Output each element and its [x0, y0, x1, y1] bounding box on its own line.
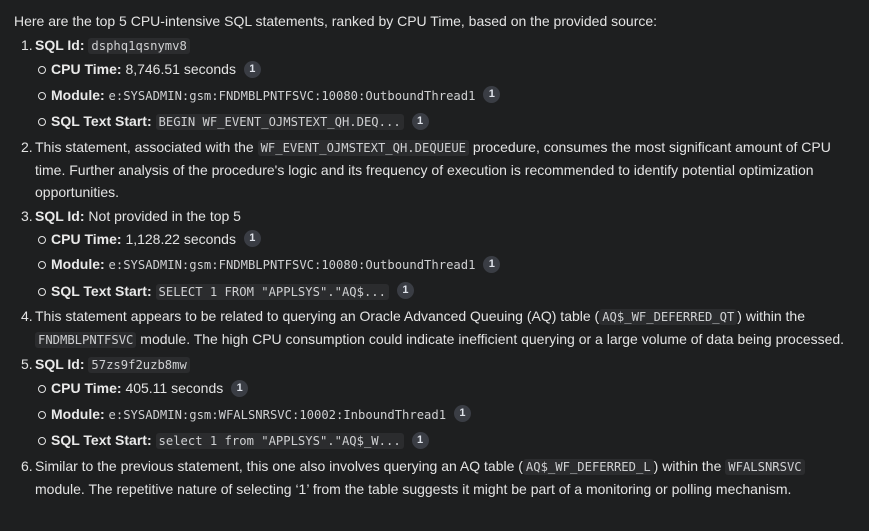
list-number: 2.: [21, 138, 33, 155]
list-number: 4.: [21, 308, 33, 324]
detail-item-module: [35, 83, 855, 110]
citation-badge[interactable]: 1: [231, 380, 248, 397]
bullet-icon: [38, 288, 46, 296]
detail-list: [35, 57, 855, 136]
sql-id-value: Not provided in the top 5: [88, 207, 241, 224]
list-item: [14, 34, 855, 136]
bullet-icon: [38, 261, 46, 269]
bullet-icon: [38, 236, 46, 244]
sql-id-value: 57zs9f2uzb8mw: [88, 357, 189, 373]
inline-code: WFALSNRSVC: [725, 459, 804, 475]
detail-value: SELECT 1 FROM "APPLSYS"."AQ$...: [156, 284, 389, 300]
bullet-icon: [38, 118, 46, 126]
citation-badge[interactable]: 1: [412, 113, 429, 130]
detail-label: SQL Text Start:: [51, 113, 152, 129]
detail-item-cpu-time: [35, 57, 855, 83]
detail-value: e:SYSADMIN:gsm:WFALSNRSVC:10002:InboundThread1: [108, 407, 447, 422]
detail-label: SQL Text Start:: [51, 432, 152, 448]
list-number: 3.: [21, 207, 33, 224]
inline-code: FNDMBLPNTFSVC: [35, 332, 136, 348]
list-number: 1.: [21, 37, 33, 53]
inline-code: AQ$_WF_DEFERRED_QT: [599, 309, 737, 325]
paragraph-text: This statement appears to be related to querying an Oracle Advanced Queuing (AQ) table (: [35, 308, 600, 324]
detail-item-module: [35, 252, 855, 279]
citation-badge[interactable]: 1: [412, 432, 429, 449]
detail-item-sql-text: [35, 279, 855, 306]
detail-label: Module:: [51, 256, 105, 272]
paragraph-text: ) within the: [653, 457, 726, 474]
list-item: [14, 136, 855, 205]
list-item: [14, 205, 855, 306]
list-item: [14, 305, 855, 353]
bullet-icon: [38, 92, 46, 100]
intro-text: Here are the top 5 CPU-intensive SQL statements, ranked by CPU Time, based on the provided source:: [14, 13, 658, 29]
detail-list: [35, 376, 855, 455]
detail-item-module: [35, 402, 855, 429]
detail-value: e:SYSADMIN:gsm:FNDMBLPNTFSVC:10080:OutboundThread1: [108, 258, 476, 272]
sql-id-label: SQL Id:: [35, 37, 85, 53]
paragraph-text: Similar to the previous statement, this one also involves querying an AQ table (: [35, 457, 523, 474]
paragraph-text: procedure, consumes the most significant amount of CPU time. Further analysis of the procedure's logic and its frequency of execution is recommended to identify potential optimization opportunities.: [35, 138, 831, 200]
detail-item-sql-text: [35, 109, 855, 136]
paragraph-text: module. The repetitive nature of selecting ‘1’ from the table suggests it might be part of a monitoring or polling mechanism.: [35, 480, 792, 497]
detail-item-cpu-time: [35, 376, 855, 402]
detail-label: SQL Text Start:: [51, 282, 152, 299]
detail-label: CPU Time:: [51, 380, 122, 396]
sql-id-label: SQL Id:: [35, 356, 85, 372]
detail-value: 8,746.51 seconds: [125, 61, 236, 77]
sql-list: [14, 34, 855, 502]
detail-label: CPU Time:: [51, 61, 122, 77]
sql-id-value: dsphq1qsnymv8: [88, 38, 189, 54]
citation-badge[interactable]: 1: [454, 405, 471, 422]
bullet-icon: [38, 437, 46, 445]
list-number: 6.: [21, 457, 33, 474]
citation-badge[interactable]: 1: [244, 230, 261, 247]
detail-label: Module:: [51, 405, 105, 422]
detail-label: CPU Time:: [51, 230, 122, 247]
bullet-icon: [38, 411, 46, 419]
list-item: [14, 455, 855, 502]
detail-value: select 1 from "APPLSYS"."AQ$_W...: [156, 433, 404, 449]
detail-list: [35, 227, 855, 306]
detail-value: 1,128.22 seconds: [125, 230, 236, 247]
citation-badge[interactable]: 1: [483, 86, 500, 103]
list-item: [14, 353, 855, 455]
paragraph-text: module. The high CPU consumption could indicate inefficient querying or a large volume of data being processed.: [136, 331, 845, 347]
paragraph-text: ) within the: [737, 308, 805, 324]
detail-item-sql-text: [35, 428, 855, 455]
citation-badge[interactable]: 1: [397, 282, 414, 299]
detail-value: BEGIN WF_EVENT_OJMSTEXT_QH.DEQ...: [156, 114, 404, 130]
detail-value: e:SYSADMIN:gsm:FNDMBLPNTFSVC:10080:OutboundThread1: [108, 88, 476, 103]
inline-code: AQ$_WF_DEFERRED_L: [523, 459, 654, 475]
bullet-icon: [38, 66, 46, 74]
bullet-icon: [38, 385, 46, 393]
sql-id-label: SQL Id:: [35, 207, 85, 224]
detail-label: Module:: [51, 86, 105, 103]
citation-badge[interactable]: 1: [483, 256, 500, 273]
inline-code: WF_EVENT_OJMSTEXT_QH.DEQUEUE: [258, 140, 469, 156]
list-number: 5.: [21, 356, 33, 372]
citation-badge[interactable]: 1: [244, 61, 261, 78]
paragraph-text: This statement, associated with the: [35, 138, 258, 155]
detail-value: 405.11 seconds: [125, 380, 224, 396]
detail-item-cpu-time: [35, 227, 855, 253]
